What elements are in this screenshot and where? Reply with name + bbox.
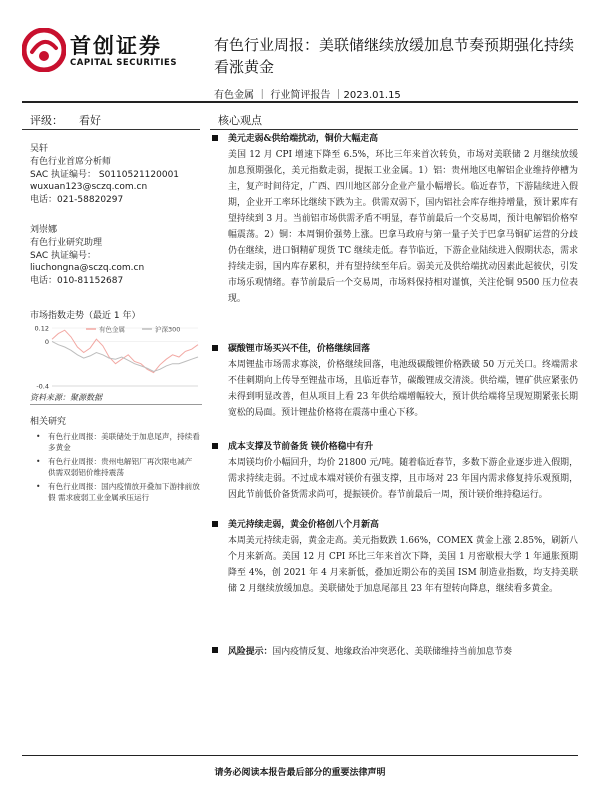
brand-logo: [22, 28, 202, 76]
logo-mark-icon: [22, 28, 66, 72]
risk-heading: 风险提示：: [228, 647, 273, 657]
analyst-sac: SAC 执证编号：: [30, 250, 97, 261]
square-bullet-icon: [212, 521, 218, 527]
key-view-heading: 核心观点: [218, 114, 262, 127]
analyst-email[interactable]: wuxuan123@sczq.com.cn: [30, 182, 148, 193]
view-section: [228, 440, 578, 503]
report-title: 有色行业周报：美联储继续放缓加息节奏预期强化持续看涨黄金: [214, 36, 575, 76]
analyst-phone: 电话：021-58820297: [30, 195, 124, 206]
square-bullet-icon: [212, 135, 218, 141]
bullet-dot-icon: •: [36, 432, 41, 441]
section-paragraph: 美国 12 月 CPI 增速下降至 6.5%，环比三年来首次转负，市场对美联储 2 月继续放缓加息预期强化，美元指数走弱，提振工业金属。1）铝：贵州地区电解铝企业维持停槽为主，复产时间待定，广西、四川地区部分企业产量小幅增长。临近春节，下游陆续进入假期，企业开工率环比继续下跌为主。供需双弱下，国内铝社会库存维持增量，预计累库有望持续到 3 月。当前铝市场供需矛盾不明显，春节前最后一个交易周，预计电解铝价格窄幅震荡。2）铜：本周铜价强势上涨。巴拿马政府与第一量子关于巴拿马铜矿运营的分歧仍在继续，进口铜精矿现货 TC 继续走低。春节临近，下游企业陆续进入假期状态，需求持续走弱，国内库存累积，并有望持续至年后。弱美元及供给端扰动因素此起彼伏，引发市场乐观情绪。春节前最后一个交易周，市场料保持相对谨慎，关注伦铜 9500 压力位表现。: [228, 150, 578, 304]
left-divider: [22, 129, 200, 130]
section-paragraph: 本周锂盐市场需求寡淡，价格继续回落，电池级碳酸锂价格跌破 50 万元关口。终端需求不佳刺期向上传导至锂盐市场，且临近春节，碳酸锂成交清淡。供给端，锂矿供应紧张仍未得到明显改善，但从项目上看 23 年供给端增幅较大，预计供给端将呈现短期紧张长期宽松的局面。预计锂盐价格将在震荡中重心下移。: [228, 360, 578, 418]
analyst-name: 吴轩: [30, 144, 49, 154]
risk-text: 国内疫情反复、地缘政治冲突恶化、美联储维持当前加息节奏: [272, 647, 512, 657]
analyst-email[interactable]: liuchongna@sczq.com.cn: [30, 263, 145, 274]
view-section: [228, 342, 578, 421]
brand-name-en: CAPITAL SECURITIES: [70, 58, 177, 68]
source-divider: [30, 404, 202, 405]
view-section: [228, 518, 578, 597]
related-heading: 相关研究: [30, 417, 67, 427]
bullet-dot-icon: •: [36, 482, 41, 491]
related-research: [30, 414, 202, 506]
footer-divider: [22, 755, 578, 756]
market-index-chart: [30, 308, 202, 391]
header-divider: [22, 101, 578, 103]
brand-name-cn: 首创证券: [70, 34, 162, 58]
legend-label: 有色金属: [99, 325, 125, 334]
y-tick-label: -0.4: [36, 382, 49, 391]
risk-paragraph: [228, 644, 578, 660]
report-meta: 有色金属 ｜ 行业简评报告 ｜2023.01.15: [214, 90, 401, 101]
section-heading: 美元持续走弱，黄金价格创八个月新高: [228, 520, 379, 530]
section-paragraph: 本周美元持续走弱，黄金走高。美元指数跌 1.66%，COMEX 黄金上涨 2.85%，刷新八个月来新高。美国 12 月 CPI 环比三年来首次下降，美国 1 月密歇根大学 1 年通胀预期降至 4%，创 2021 年 4 月来新低，叠加近期公布的美国 ISM 制造业指数，均支持美联储 2 月继续放缓加息。美联储处于加息尾部且 23 年有望转向降息，继续看多黄金。: [228, 536, 578, 594]
square-bullet-icon: [212, 345, 218, 351]
risk-section: [228, 644, 578, 660]
square-bullet-icon: [212, 647, 218, 653]
y-tick-label: 0.12: [34, 324, 49, 333]
section-heading: 碳酸锂市场买兴不佳，价格继续回落: [228, 344, 370, 354]
related-item[interactable]: • 有色行业周报：国内疫情放开叠加下游排前放假 需求疲弱工业金属承压运行: [36, 482, 200, 502]
chart-source: 资料来源：聚源数据: [30, 393, 102, 402]
section-paragraph: 本周镁均价小幅回升，均价 21800 元/吨。随着临近春节，多数下游企业逐步进入假期，需求持续走弱。不过成本端对镁价有强支撑，且市场对 23 年国内需求修复持乐观预期，因此节前低价备货需求尚可，提振镁价。春节前最后一周，预计镁价维持稳运行。: [228, 458, 578, 500]
analyst-title: 有色行业研究助理: [30, 237, 103, 248]
chart-title: 市场指数走势（最近 1 年）: [30, 311, 141, 321]
legal-disclaimer: 请务必阅读本报告最后部分的重要法律声明: [214, 768, 386, 778]
analyst-card: [30, 224, 202, 288]
square-bullet-icon: [212, 443, 218, 449]
analyst-phone: 电话：010-81152687: [30, 276, 124, 287]
view-section: [228, 132, 578, 307]
rating: [30, 112, 101, 128]
section-heading: 美元走弱&供给端扰动，铜价大幅走高: [228, 134, 379, 144]
analyst-card: [30, 143, 202, 207]
analyst-sac: SAC 执证编号： S0110521120001: [30, 169, 180, 180]
related-item[interactable]: • 有色行业周报：贵州电解铝厂再次限电减产 供需双弱铝价维持震荡: [36, 457, 193, 477]
chart-canvas: [30, 322, 202, 394]
right-divider: [210, 129, 578, 130]
analyst-title: 有色行业首席分析师: [30, 156, 112, 167]
related-item[interactable]: • 有色行业周报：美联储处于加息尾声，持续看多黄金: [36, 432, 200, 452]
analyst-name: 刘崇娜: [30, 225, 58, 235]
rating-label: 评级：: [30, 114, 63, 127]
rating-value: 看好: [79, 114, 101, 127]
section-heading: 成本支撑及节前备货 镁价格稳中有升: [228, 442, 374, 452]
series-line-1: [52, 330, 198, 372]
y-tick-label: 0: [44, 337, 49, 346]
bullet-dot-icon: •: [36, 457, 41, 466]
legend-label: 沪深300: [155, 325, 181, 334]
